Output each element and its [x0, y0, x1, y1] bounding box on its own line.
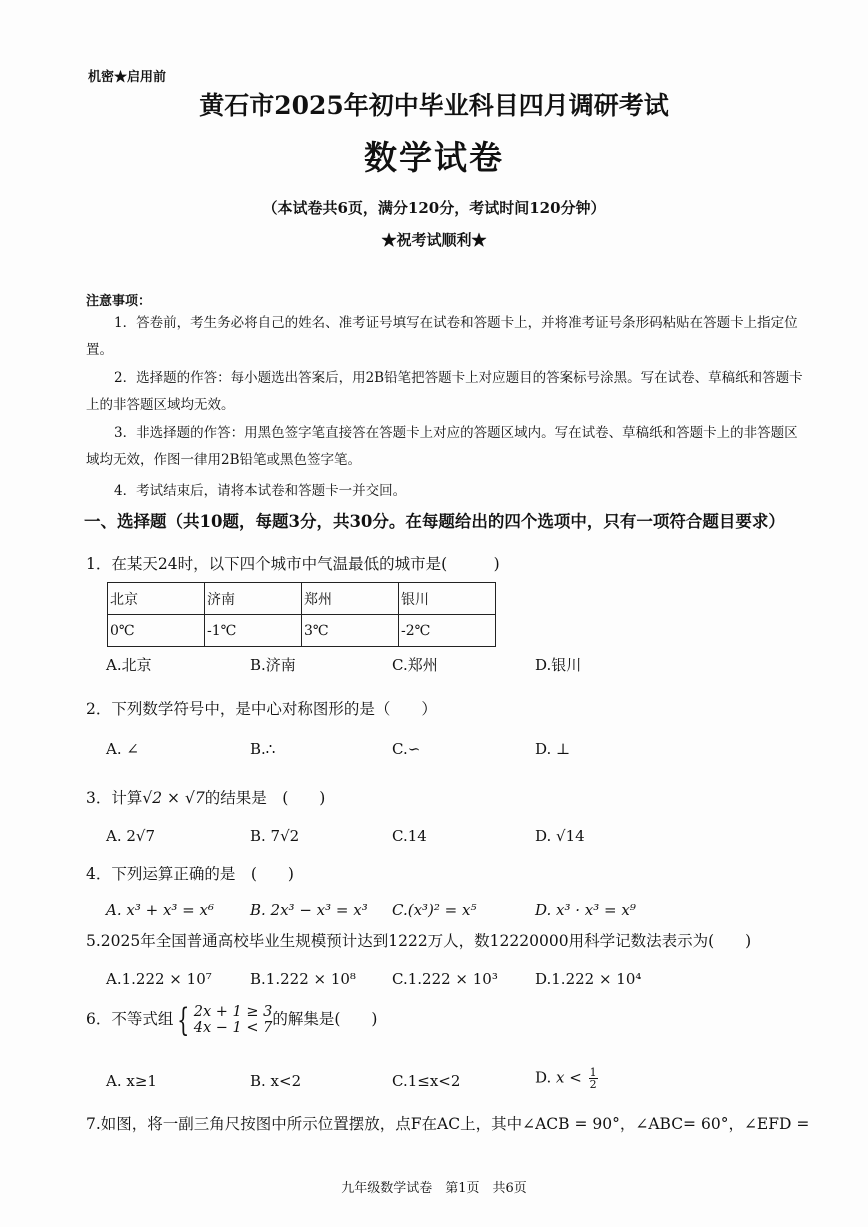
- q4-option-b: B. 2x³ − x³ = x³: [250, 901, 368, 919]
- q2-option-b: B.∴: [250, 740, 276, 758]
- q6-stem-prefix: 6．不等式组: [86, 1010, 174, 1028]
- notice-item-4: [86, 478, 806, 505]
- table-cell: 银川: [399, 583, 496, 615]
- table-cell: 3℃: [302, 615, 399, 647]
- notice-item-2: [86, 365, 806, 419]
- table-cell: 北京: [108, 583, 205, 615]
- q1-option-d: D.银川: [535, 656, 582, 674]
- fraction-denominator: 2: [589, 1078, 597, 1091]
- q3-option-d: D. √14: [535, 827, 585, 845]
- q6-option-d: [535, 1067, 598, 1090]
- notice-text: 4．考试结束后，请将本试卷和答题卡一并交回。: [114, 483, 407, 499]
- question-4-stem: 4．下列运算正确的是 ( ): [86, 865, 294, 883]
- q1-option-c: C.郑州: [392, 656, 438, 674]
- q2-option-a: A. ∠: [106, 740, 139, 758]
- q6-option-a: A. x≥1: [106, 1072, 157, 1090]
- question-1-stem: 1．在某天24时，以下四个城市中气温最低的城市是( ): [86, 555, 500, 573]
- q5-option-b: B.1.222 × 10⁸: [250, 970, 356, 988]
- notice-item-3: [86, 420, 806, 474]
- notice-text: 3．非选择题的作答：用黑色签字笔直接答在答题卡上对应的答题区域内。写在试卷、草稿纸和答题卡上的非答题区域均无效，作图一律用2B铅笔或黑色签字笔。: [86, 425, 798, 468]
- fraction: [589, 1067, 598, 1090]
- q2-option-d: D. ⊥: [535, 740, 571, 758]
- q1-option-b: B.济南: [250, 656, 296, 674]
- table-row: [108, 615, 496, 647]
- q2-option-c: C.∽: [392, 740, 421, 758]
- temperature-table: [107, 582, 496, 647]
- exam-info: （本试卷共6页，满分120分，考试时间120分钟）: [262, 199, 606, 217]
- question-3-stem: [86, 786, 325, 808]
- good-luck-line: ★祝考试顺利★: [381, 231, 487, 249]
- inequality-line-2: 4x − 1 < 7: [193, 1020, 273, 1036]
- q3-option-b: B. 7√2: [250, 827, 300, 845]
- q5-option-a: A.1.222 × 10⁷: [106, 970, 212, 988]
- section-heading: 一、选择题（共10题，每题3分，共30分。在每题给出的四个选项中，只有一项符合题目要求）: [84, 512, 785, 531]
- question-7-stem: 7.如图，将一副三角尺按图中所示位置摆放，点F在AC上，其中∠ACB = 90°，∠ABC= 60°，∠EFD =: [86, 1115, 810, 1133]
- table-row: [108, 583, 496, 615]
- q4-option-d: D. x³ · x³ = x⁹: [535, 901, 636, 919]
- question-6-stem: [86, 1001, 378, 1039]
- q5-option-d: D.1.222 × 10⁴: [535, 970, 642, 988]
- table-cell: -2℃: [399, 615, 496, 647]
- question-5-stem: 5.2025年全国普通高校毕业生规模预计达到1222万人，数12220000用科学记数法表示为( ): [86, 932, 752, 950]
- q5-option-c: C.1.222 × 10³: [392, 970, 498, 988]
- page-footer: 九年级数学试卷 第1页 共6页: [341, 1181, 527, 1196]
- q4-option-a: A. x³ + x³ = x⁶: [106, 901, 214, 919]
- q6-option-c: C.1≤x<2: [392, 1072, 461, 1090]
- notice-heading: 注意事项：: [86, 294, 152, 309]
- question-2-stem: 2．下列数学符号中，是中心对称图形的是（ ）: [86, 700, 437, 718]
- notice-item-1: [86, 310, 806, 364]
- q4-option-c: C.(x³)² = x⁵: [392, 901, 477, 919]
- q3-stem-suffix: 的结果是 ( ): [204, 789, 326, 807]
- subject-title: 数学试卷: [364, 138, 504, 177]
- fraction-numerator: 1: [589, 1066, 597, 1079]
- q6-option-d-math: x <: [556, 1068, 582, 1087]
- inequality-line-1: 2x + 1 ≥ 3: [193, 1004, 273, 1020]
- q3-stem-math: √2 × √7: [142, 789, 205, 807]
- q1-option-a: A.北京: [106, 656, 152, 674]
- table-cell: 济南: [205, 583, 302, 615]
- exam-title: 黄石市2025年初中毕业科目四月调研考试: [199, 91, 669, 120]
- inequality-system: [194, 1004, 273, 1036]
- brace-icon: {: [177, 1001, 190, 1039]
- table-cell: 郑州: [302, 583, 399, 615]
- notice-text: 1．答卷前，考生务必将自己的姓名、准考证号填写在试卷和答题卡上，并将准考证号条形码粘贴在答题卡上指定位置。: [86, 315, 798, 358]
- notice-text: 2．选择题的作答：每小题选出答案后，用2B铅笔把答题卡上对应题目的答案标号涂黑。写在试卷、草稿纸和答题卡上的非答题区域均无效。: [86, 370, 803, 413]
- q6-stem-suffix: 的解集是( ): [272, 1010, 378, 1028]
- confidential-mark: 机密★启用前: [88, 70, 167, 85]
- q6-option-d-label: D.: [535, 1068, 552, 1087]
- q3-option-c: C.14: [392, 827, 427, 845]
- q6-option-b: B. x<2: [250, 1072, 302, 1090]
- table-cell: -1℃: [205, 615, 302, 647]
- table-cell: 0℃: [108, 615, 205, 647]
- q3-stem-prefix: 3．计算: [86, 789, 143, 807]
- q3-option-a: A. 2√7: [106, 827, 156, 845]
